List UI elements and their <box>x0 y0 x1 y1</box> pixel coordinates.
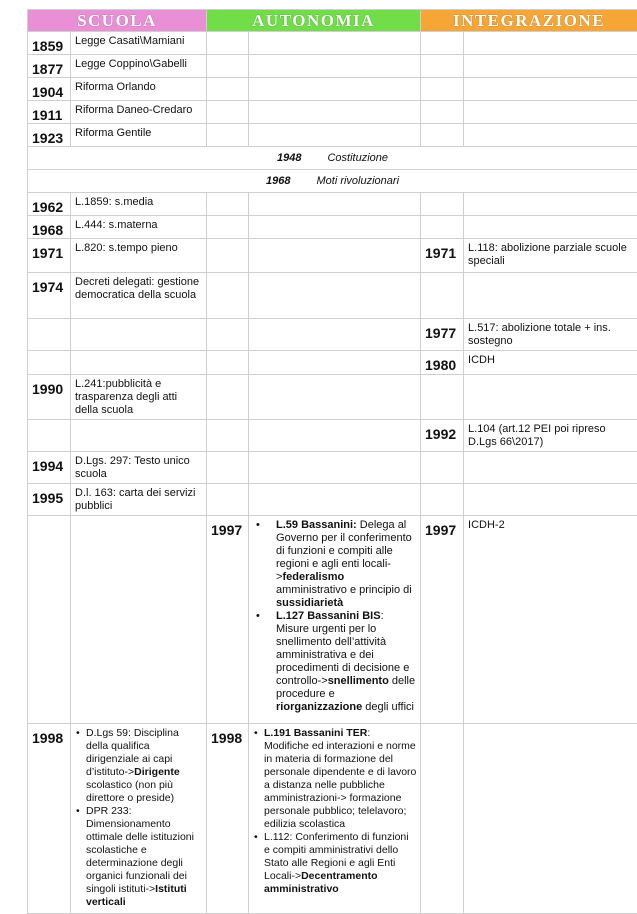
table-row <box>28 351 637 375</box>
int-year-cell: 1977 <box>421 319 464 351</box>
row-1997 <box>28 516 637 724</box>
text-cell: Riforma Orlando <box>71 78 207 101</box>
text-cell: Legge Casati\Mamiani <box>71 32 207 55</box>
list-item: • L.127 Bassanini BIS: Misure urgenti per lo snellimento dell’attività amministrativa e dei procedimenti di decisione e controllo->snellimento delle procedure e riorganizzazione degli uffici <box>264 610 417 714</box>
year-cell: 1968 <box>28 216 71 239</box>
year-cell: 1962 <box>28 193 71 216</box>
text-cell <box>71 724 207 914</box>
header-scuola: SCUOLA <box>28 10 207 32</box>
int-year-cell: 1980 <box>421 351 464 375</box>
header-row <box>28 10 637 32</box>
table-row <box>28 420 637 452</box>
header-autonomia: AUTONOMIA <box>207 10 421 32</box>
costituzione-row <box>28 147 637 170</box>
year-cell: 1859 <box>28 32 71 55</box>
year-cell: 1974 <box>28 273 71 319</box>
text-cell: Legge Coppino\Gabelli <box>71 55 207 78</box>
year-cell: 1995 <box>28 484 71 516</box>
table-row <box>28 273 637 319</box>
table-row <box>28 375 637 420</box>
table-row <box>28 78 637 101</box>
int-text-cell: L.118: abolizione parziale scuole speciali <box>464 239 637 273</box>
int-year-cell: 1971 <box>421 239 464 273</box>
table-row <box>28 484 637 516</box>
int-year-cell: 1992 <box>421 420 464 452</box>
text-cell: L.820: s.tempo pieno <box>71 239 207 273</box>
table-row <box>28 193 637 216</box>
table-row <box>28 55 637 78</box>
table-row <box>28 216 637 239</box>
list-item: • DPR 233: Dimensionamento ottimale delle istituzioni scolastiche e determinazione degli organici funzionali dei singoli istituti->Istituti verticali <box>86 805 203 909</box>
text-cell: Riforma Gentile <box>71 124 207 147</box>
year-cell: 1904 <box>28 78 71 101</box>
year-cell: 1911 <box>28 101 71 124</box>
year-cell: 1994 <box>28 452 71 484</box>
year-cell: 1998 <box>28 724 71 914</box>
text-cell: L.1859: s.media <box>71 193 207 216</box>
table-row <box>28 239 637 273</box>
scuola-list <box>75 727 203 909</box>
table-row <box>28 32 637 55</box>
year-cell: 1990 <box>28 375 71 420</box>
auto-year-cell: 1997 <box>207 516 249 724</box>
int-text-cell: ICDH-2 <box>464 516 637 724</box>
auto-text-cell <box>249 724 421 914</box>
text-cell: Riforma Daneo-Credaro <box>71 101 207 124</box>
int-text-cell: L.517: abolizione totale + ins. sostegno <box>464 319 637 351</box>
table-row <box>28 452 637 484</box>
list-item: • D.Lgs 59: Disciplina della qualifica dirigenziale ai capi d’istituto->Dirigente scolastico (non più direttore o preside) <box>86 727 203 805</box>
list-item: • L.112: Conferimento di funzioni e compiti amministrativi dello Stato alle Regioni e agli Enti Locali->Decentramento amministrativo <box>264 831 417 896</box>
year-cell: 1971 <box>28 239 71 273</box>
text-cell: D.Lgs. 297: Testo unico scuola <box>71 452 207 484</box>
list-item: • L.59 Bassanini: Delega al Governo per il conferimento di funzioni e compiti alle regioni e agli enti locali->federalismo amministrativo e principio di sussidiarietà <box>264 519 417 610</box>
bassanini-ter-list <box>253 727 417 896</box>
mid-label: Moti rivoluzionari <box>316 175 399 187</box>
auto-text-cell <box>249 516 421 724</box>
moti-row <box>28 170 637 193</box>
text-cell: Decreti delegati: gestione democratica della scuola <box>71 273 207 319</box>
auto-year-cell: 1998 <box>207 724 249 914</box>
mid-year: 1948 <box>277 152 301 164</box>
bassanini-list <box>253 519 417 714</box>
text-cell: L.241:pubblicità e trasparenza degli atti della scuola <box>71 375 207 420</box>
table-row <box>28 101 637 124</box>
year-cell: 1877 <box>28 55 71 78</box>
table-row <box>28 124 637 147</box>
text-cell: D.l. 163: carta dei servizi pubblici <box>71 484 207 516</box>
mid-year: 1968 <box>266 175 290 187</box>
header-integrazione: INTEGRAZIONE <box>421 10 637 32</box>
timeline-table <box>27 9 637 914</box>
year-cell: 1923 <box>28 124 71 147</box>
text-cell: L.444: s.materna <box>71 216 207 239</box>
row-1998 <box>28 724 637 914</box>
list-item: • L.191 Bassanini TER: Modifiche ed interazioni e norme in materia di formazione del personale dipendente e di lavoro a distanza nelle pubbliche amministrazioni-> formazione personale pubblico; telelavoro; edilizia scolastica <box>264 727 417 831</box>
int-text-cell: ICDH <box>464 351 637 375</box>
int-text-cell: L.104 (art.12 PEI poi ripreso D.Lgs 66\2017) <box>464 420 637 452</box>
int-year-cell: 1997 <box>421 516 464 724</box>
mid-label: Costituzione <box>327 152 388 164</box>
table-row <box>28 319 637 351</box>
